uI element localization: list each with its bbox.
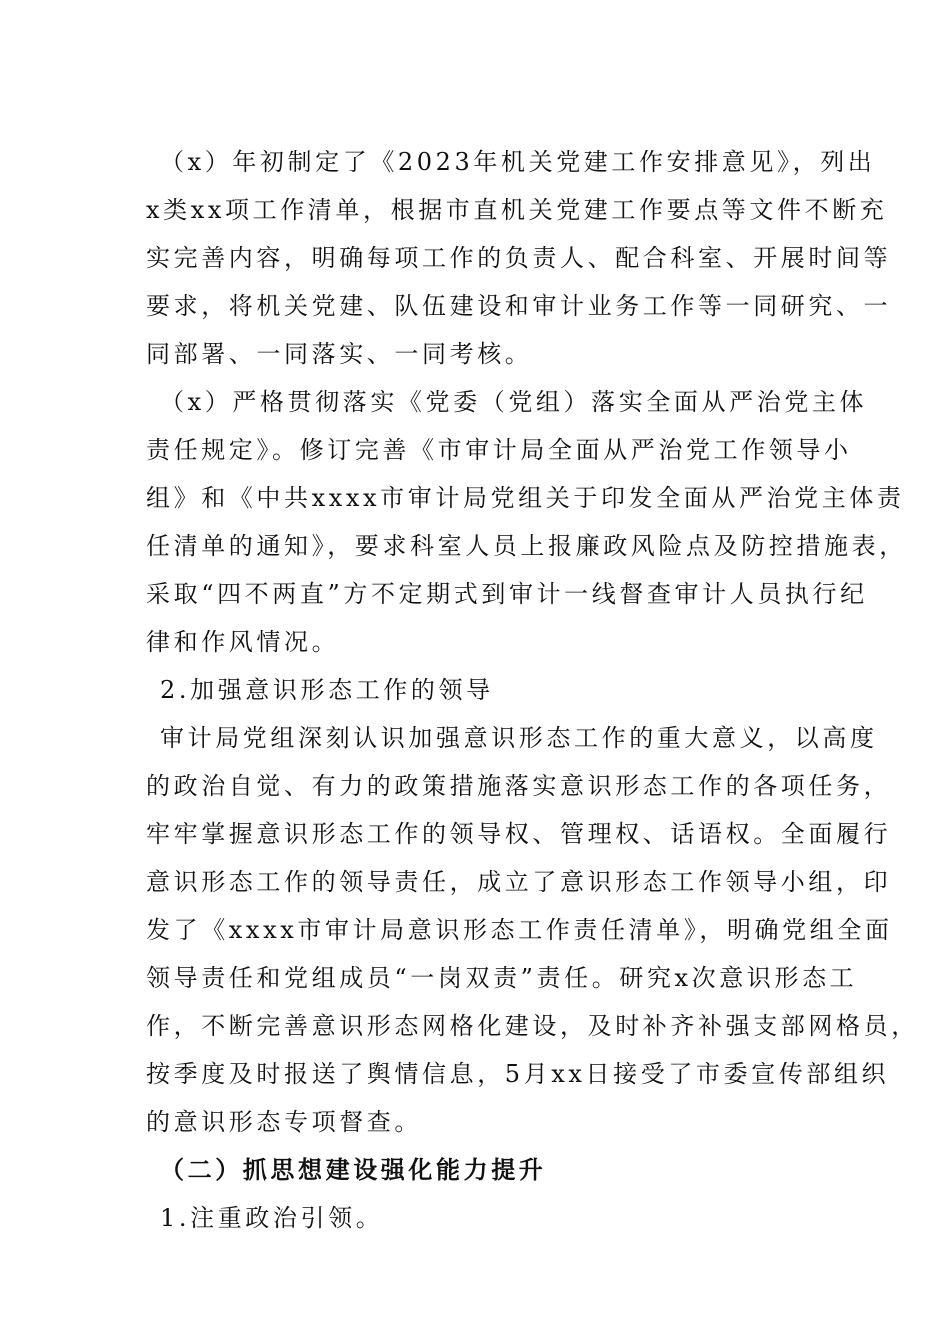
paragraph-line: 的政治自觉、有力的政策措施落实意识形态工作的各项任务，: [146, 772, 892, 800]
paragraph-line: 律和作风情况。: [146, 628, 340, 656]
paragraph-line: x类xx项工作清单，根据市直机关党建工作要点等文件不断充: [146, 196, 888, 224]
paragraph-line: （x）严格贯彻落实《党委（党组）落实全面从严治党主体: [160, 388, 868, 416]
paragraph-line: 审计局党组深刻认识加强意识形态工作的重大意义，以高度: [160, 724, 878, 752]
paragraph-line: 的意识形态专项督查。: [146, 1108, 422, 1136]
paragraph-line: 牢牢掌握意识形态工作的领导权、管理权、话语权。全面履行: [146, 820, 892, 848]
subsection-heading: 1.注重政治引领。: [160, 1204, 384, 1232]
paragraph-line: 作，不断完善意识形态网格化建设，及时补齐补强支部网格员，: [146, 1012, 919, 1040]
paragraph-line: 组》和《中共xxxx市审计局党组关于印发全面从严治党主体责: [146, 484, 905, 512]
paragraph-line: 责任规定》。修订完善《市审计局全面从严治党工作领导小: [146, 436, 852, 464]
paragraph-line: 按季度及时报送了舆情信息，5月xx日接受了市委宣传部组织: [146, 1060, 890, 1088]
paragraph-line: 发了《xxxx市审计局意识形态工作责任清单》，明确党组全面: [146, 916, 893, 944]
paragraph-line: 意识形态工作的领导责任，成立了意识形态工作领导小组，印: [146, 868, 892, 896]
paragraph-line: 同部署、一同落实、一同考核。: [146, 340, 533, 368]
paragraph-line: 实完善内容，明确每项工作的负责人、配合科室、开展时间等: [146, 244, 892, 272]
paragraph-line: 要求，将机关党建、队伍建设和审计业务工作等一同研究、一: [146, 292, 892, 320]
paragraph-line: 采取“四不两直”方不定期式到审计一线督查审计人员执行纪: [146, 580, 868, 608]
paragraph-line: 领导责任和党组成员“一岗双责”责任。研究x次意识形态工: [146, 964, 858, 992]
subsection-heading: 2.加强意识形态工作的领导: [160, 676, 494, 704]
paragraph-line: 任清单的通知》，要求科室人员上报廉政风险点及防控措施表，: [146, 532, 907, 560]
paragraph-line: （x）年初制定了《2023年机关党建工作安排意见》，列出: [160, 148, 876, 176]
section-heading: （二）抓思想建设强化能力提升: [160, 1155, 547, 1184]
